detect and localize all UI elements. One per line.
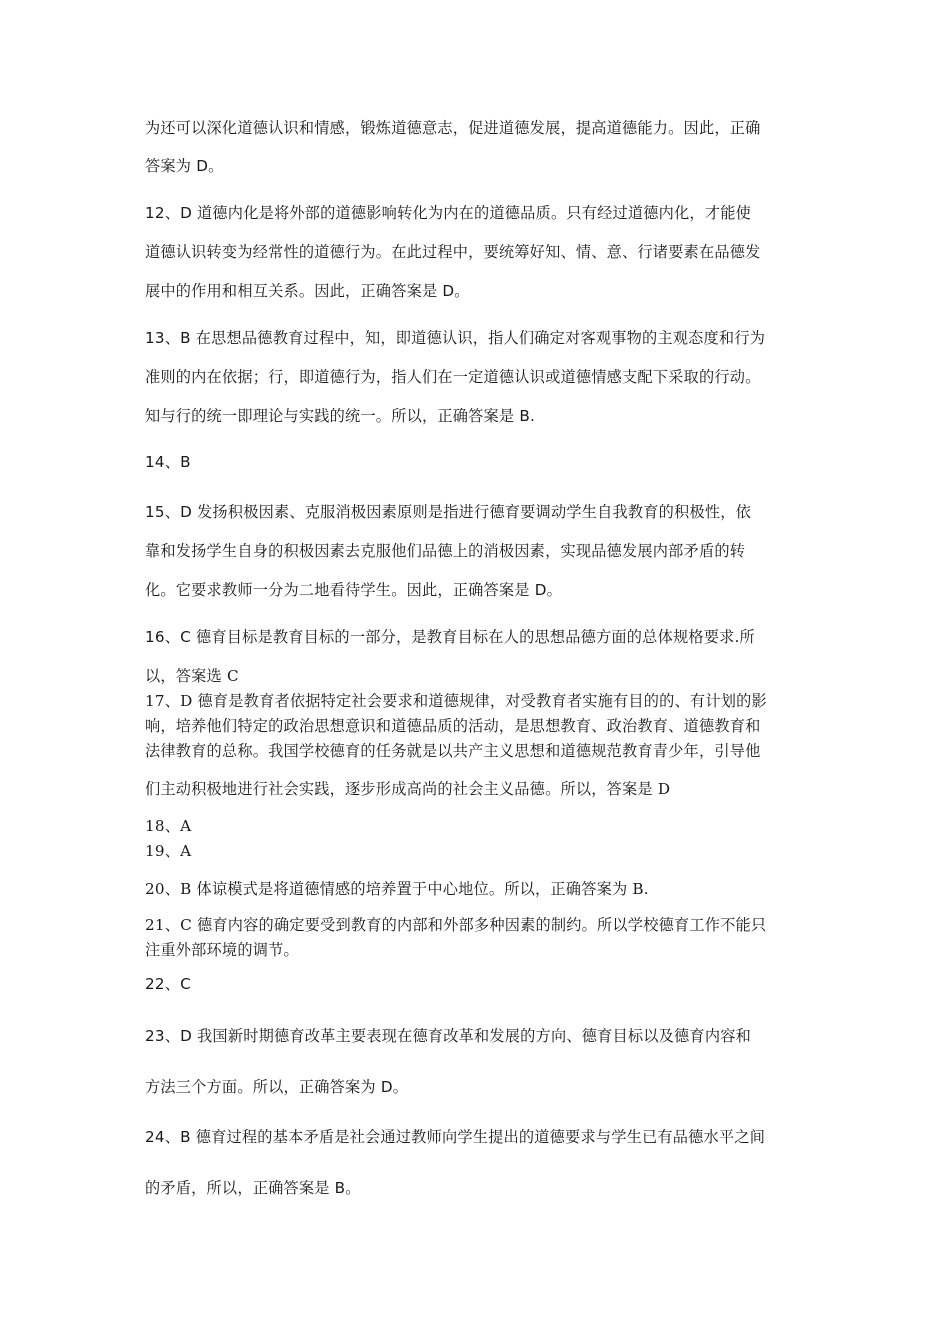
text-line: 15、D 发扬积极因素、克服消极因素原则是指进行德育要调动学生自我教育的积极性，依 [145,503,751,521]
text-line: 靠和发扬学生自身的积极因素去克服他们品德上的消极因素，实现品德发展内部矛盾的转 [145,542,746,560]
text-line: 以，答案选 C [145,667,239,685]
text-line: 13、B 在思想品德教育过程中，知，即道德认识，指人们确定对客观事物的主观态度和行为 [145,329,766,347]
text-line: 16、C 德育目标是教育目标的一部分，是教育目标在人的思想品德方面的总体规格要求.所 [145,628,755,646]
text-line: 21、C 德育内容的确定要受到教育的内部和外部多种因素的制约。所以学校德育工作不能只 [145,916,767,934]
text-line: 法律教育的总称。我国学校德育的任务就是以共产主义思想和道德规范教育青少年，引导他 [145,742,761,760]
text-line: 12、D 道德内化是将外部的道德影响转化为内在的道德品质。只有经过道德内化，才能使 [145,204,751,222]
text-line: 答案为 D。 [145,157,224,175]
text-line: 化。它要求教师一分为二地看待学生。因此，正确答案是 D。 [145,581,562,599]
text-line: 道德认识转变为经常性的道德行为。在此过程中，要统筹好知、情、意、行诸要素在品德发 [145,243,761,261]
text-line: 的矛盾，所以，正确答案是 B。 [145,1179,361,1197]
text-line: 们主动积极地进行社会实践，逐步形成高尚的社会主义品德。所以，答案是 D [145,780,671,798]
text-line: 17、D 德育是教育者依据特定社会要求和道德规律，对受教育者实施有目的的、有计划的影 [145,692,767,710]
text-line: 展中的作用和相互关系。因此，正确答案是 D。 [145,282,470,300]
text-line: 19、A [145,842,192,860]
text-line: 18、A [145,817,192,835]
text-line: 22、C [145,975,191,993]
text-line: 24、B 德育过程的基本矛盾是社会通过教师向学生提出的道德要求与学生已有品德水平之间 [145,1128,766,1146]
text-line: 方法三个方面。所以，正确答案为 D。 [145,1078,409,1096]
text-line: 23、D 我国新时期德育改革主要表现在德育改革和发展的方向、德育目标以及德育内容和 [145,1027,751,1045]
text-line: 响，培养他们特定的政治思想意识和道德品质的活动，是思想教育、政治教育、道德教育和 [145,717,761,735]
text-line: 准则的内在依据；行，即道德行为，指人们在一定道德认识或道德情感支配下采取的行动。 [145,368,761,386]
text-line: 知与行的统一即理论与实践的统一。所以，正确答案是 B. [145,407,535,425]
text-line: 为还可以深化道德认识和情感，锻炼道德意志，促进道德发展，提高道德能力。因此，正确 [145,119,761,137]
text-line: 14、B [145,453,191,471]
text-line: 20、B 体谅模式是将道德情感的培养置于中心地位。所以，正确答案为 B. [145,880,649,898]
text-line: 注重外部环境的调节。 [145,941,299,959]
